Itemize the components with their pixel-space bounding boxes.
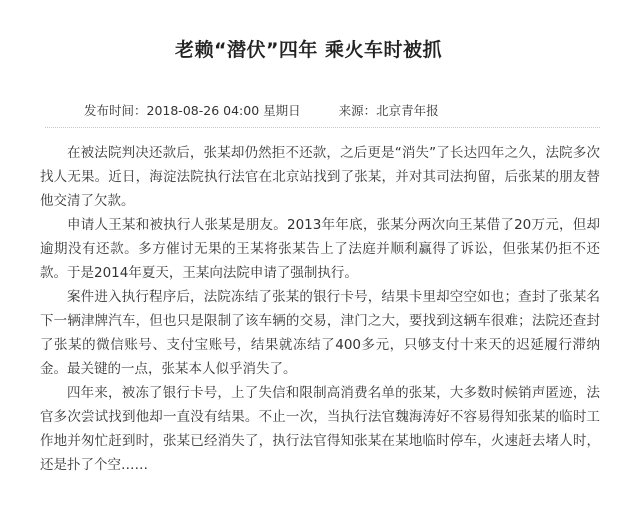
paragraph: 申请人王某和被执行人张某是朋友。2013年年底，张某分两次向王某借了20万元，但却逾期没有还款。多方催讨无果的王某将张某告上了法庭并顺利赢得了诉讼，但张某仍拒不还款。于是2014年夏天，王某向法院申请了强制执行。 xyxy=(40,217,600,281)
meta-divider xyxy=(45,127,600,128)
paragraph: 四年来，被冻了银行卡号，上了失信和限制高消费名单的张某，大多数时候销声匿迹，法官多次尝试找到他却一直没有结果。不止一次，当执行法官魏海涛好不容易得知张某的临时工作地并匆忙赶到时，张某已经消失了，执行法官得知张某在某地临时停车，火速赶去堵人时，还是扑了个空…… xyxy=(40,385,600,473)
paragraph: 在被法院判决还款后，张某却仍然拒不还款，之后更是“消失”了长达四年之久，法院多次找人无果。近日，海淀法院执行法官在北京站找到了张某，并对其司法拘留，后张某的朋友替他交清了欠款。 xyxy=(40,145,600,209)
article-source: 来源：北京青年报 xyxy=(338,103,439,118)
article-meta xyxy=(84,101,439,119)
article-body xyxy=(40,141,600,477)
publish-time: 发布时间：2018-08-26 04:00 星期日 xyxy=(84,103,301,118)
paragraph: 案件进入执行程序后，法院冻结了张某的银行卡号，结果卡里却空空如也；查封了张某名下一辆津牌汽车，但也只是限制了该车辆的交易，津门之大，要找到这辆车很难；法院还查封了张某的微信账号、支付宝账号，结果就冻结了400多元，只够支付十来天的迟延履行滞纳金。最关键的一点，张某本人似乎消失了。 xyxy=(40,289,600,377)
article-title: 老赖“潜伏”四年 乘火车时被抓 xyxy=(174,38,443,61)
